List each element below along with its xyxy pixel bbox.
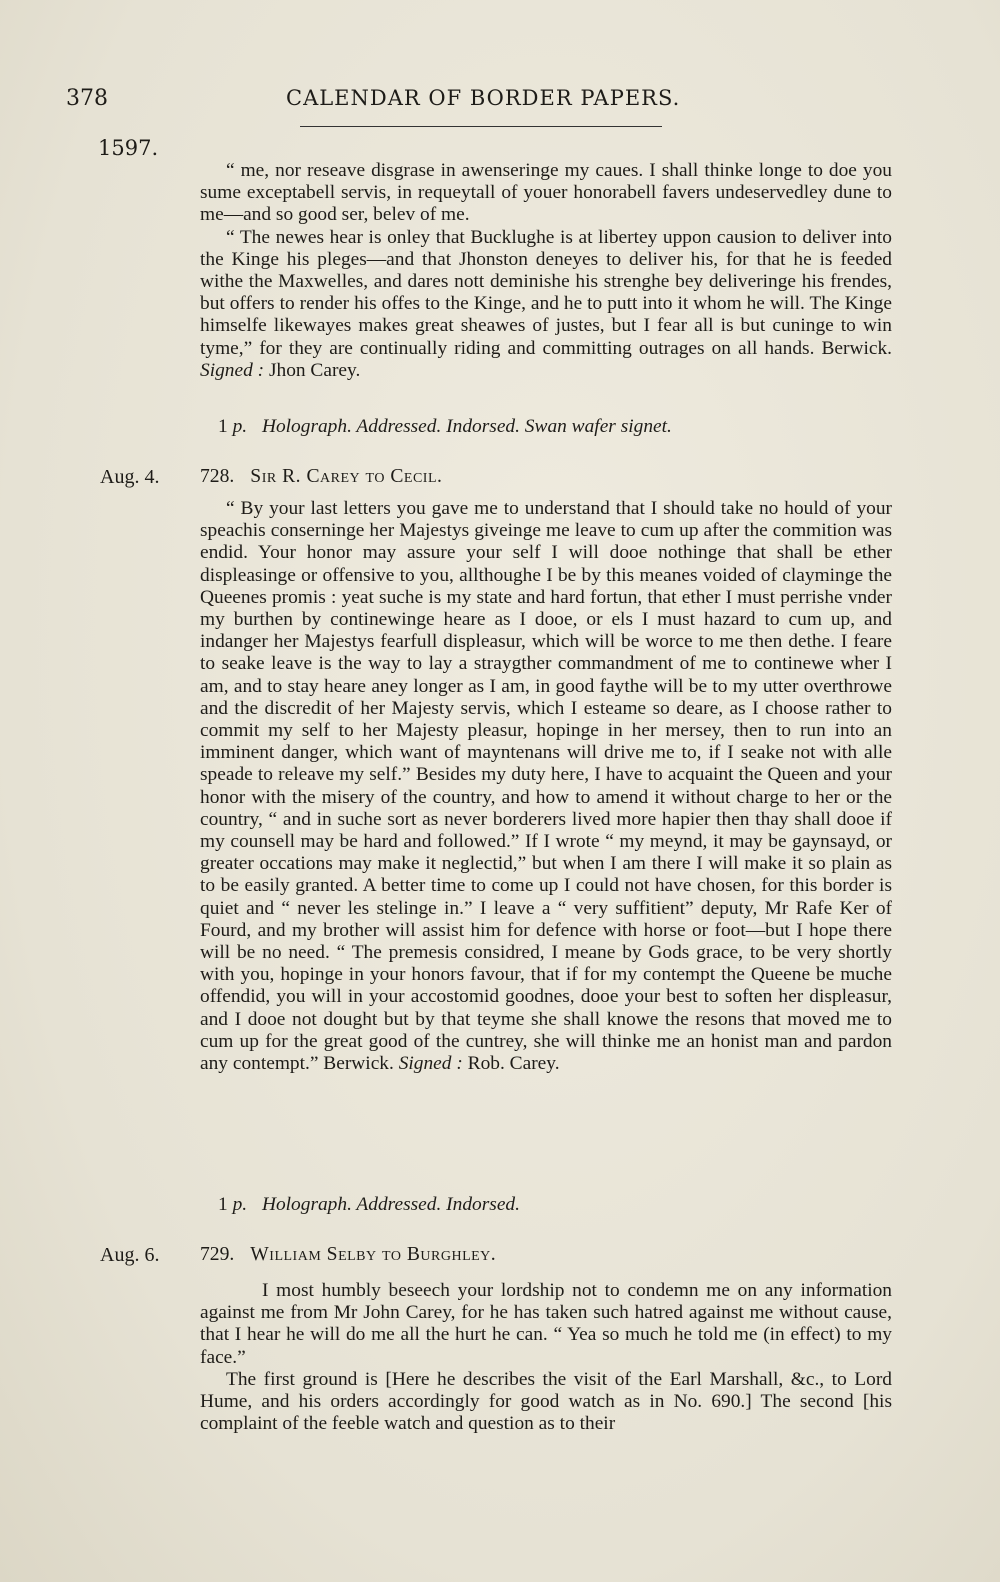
- description-text: Holograph. Addressed. Indorsed. Swan wafer signet.: [261, 416, 672, 437]
- page-count: 1: [218, 1194, 228, 1215]
- closing-place: Berwick.: [821, 337, 892, 359]
- letter-paragraph: The first ground is [Here he describes the visit of the Earl Marshall, &c., to Lord Hume, and his orders accordingly for good watch as in No. 690.] The second [his complaint of the feeble watch and question as to their: [200, 1368, 892, 1435]
- signature: Rob. Carey.: [467, 1053, 560, 1075]
- entry-date: Aug. 4.: [100, 466, 160, 488]
- letter-paragraph: [200, 498, 892, 1075]
- year-margin-note: 1597.: [98, 136, 159, 160]
- description-text: Holograph. Addressed. Indorsed.: [261, 1194, 520, 1215]
- paragraph-text: “ By your last letters you gave me to understand that I should take no hould of your speachis conserninge her Majestys giveinge me leave to cum up after the commition was endid. Your honor may assure your self I will dooe nothinge that shall be ether displeasinge or offensive to you, allthoughe I be by this meanes voided of clayminge the Queenes promis : yeat suche is my state and hard fortun, that ether I must perrishe vnder my burthen by continewinge heare as I dooe, or els I must hazard to cum up, and indanger her Majestys fearfull displeasur, which will be worce to me then dethe. I feare to seake leave is the way to lay a straygther commandment of me to continewe wher I am, and to stay heare aney longer as I am, in good faythe will be to my utter overthrowe and the discredit of her Majesty servis, which I esteame so deare, as I choose rather to commit my self to her Majesty pleasur, hopinge in her mersey, then to run into an imminent danger, which want of mayntenans will drive me to, if I seake not with alle speade to releave my self.” Besides my duty here, I have to acquaint the Queen and your honor with the misery of the country, and how to amend it without charge to her or the country, “ and in suche sort as never borderers lived more hapier then thay shall dooe if my counsell may be hard and followed.” If I wrote “ my meynd, it may be gaynsayd, or greater occations may make it neglectid,” but when I am there I will make it so plain as to be easily granted. A better time to come up I could not have chosen, for this border is quiet and “ never les stelinge in.” I leave a “ very suffitient” deputy, Mr Rafe Ker of Fourd, and my brother will assist him for defence with horse or foot—but I hope there will be no need. “ The premesis considred, I meane by Gods grace, to be very shortly with you, hopinge in your honors favour, that if for my contempt the Queene be muche offendid, you will in your accostomid goodnes, dooe your best to soften her displeasur, and I dooe not dought but by that teyme she shall knowe the resons that moved me to cum up for the great good of the cuntrey, she will thinke me an honist man and pardon any contempt.” Berwick.: [200, 498, 892, 1075]
- entry-title: William Selby to Burghley.: [250, 1244, 497, 1265]
- entry-body: [200, 498, 892, 1075]
- entry-heading: [200, 1244, 496, 1266]
- page-number: 378: [66, 86, 108, 111]
- entry-number: 728.: [200, 466, 235, 487]
- page-abbrev: p.: [232, 1194, 248, 1215]
- entry-body: [200, 1280, 892, 1435]
- header-rule: [300, 126, 662, 127]
- paragraph-text: “ The newes hear is onley that Bucklughe is at libertey uppon causion to deliver into the Kinge his pleges—and that Jhonston deneyes to deliver his, for that he is feeded withe the Maxwelles, and dares nott deminishe his strenghe bey deliveringe his frendes, but offers to render his offes to the Kinge, and he to putt into it whom he will. The Kinge himselfe likewayes makes great sheawes of justes, but I fear all is but cuninge to win tyme,” for they are continually riding and committing outrages on all hands.: [200, 226, 892, 359]
- signed-label: Signed :: [200, 359, 265, 381]
- document-description: [218, 416, 672, 438]
- entry-heading: [200, 466, 442, 488]
- entry-date: Aug. 6.: [100, 1244, 160, 1266]
- page-abbrev: p.: [232, 416, 248, 437]
- bleed-through-text: [918, 148, 922, 164]
- letter-paragraph: “ me, nor reseave disgrase in awenseringe my caues. I shall thinke longe to doe you sume exceptabell servis, in requeytall of youer honorabell favers undeservedley dune to me—and so good ser, belev of me.: [200, 160, 892, 226]
- entry-title: Sir R. Carey to Cecil.: [250, 466, 443, 487]
- document-description: [218, 1194, 520, 1216]
- letter-paragraph: [200, 227, 892, 382]
- signature: Jhon Carey.: [268, 359, 361, 381]
- signed-label: Signed :: [398, 1053, 463, 1075]
- page-count: 1: [218, 416, 228, 437]
- letter-paragraph: I most humbly beseech your lordship not to condemn me on any information against me from Mr John Carey, for he has taken such hatred against me without cause, that I hear he will do me all the hurt he can. “ Yea so much he told me (in effect) to my face.”: [200, 1280, 892, 1368]
- entry-number: 729.: [200, 1244, 235, 1265]
- running-title: CALENDAR OF BORDER PAPERS.: [286, 86, 681, 110]
- continuation-letter: [200, 160, 892, 382]
